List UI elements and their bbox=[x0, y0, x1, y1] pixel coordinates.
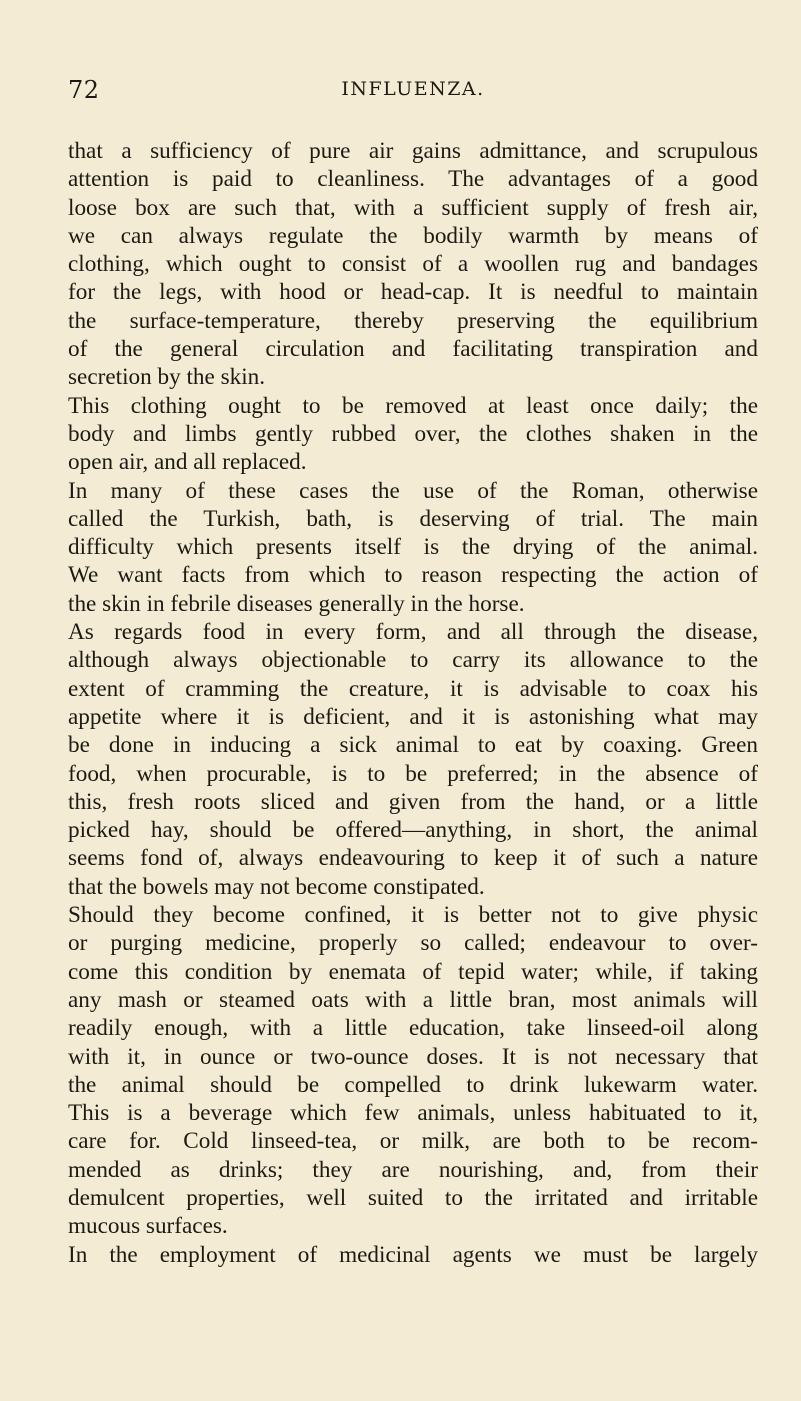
text-line: be done in inducing a sick animal to eat by coaxing. Green bbox=[68, 732, 758, 759]
text-line: This clothing ought to be removed at least once daily; the bbox=[68, 392, 758, 419]
text-line: In many of these cases the use of the Roman, otherwise bbox=[68, 477, 758, 504]
text-line: seems fond of, always endeavouring to keep it of such a nature bbox=[68, 845, 758, 872]
text-line: attention is paid to cleanliness. The advantages of a good bbox=[68, 166, 758, 193]
text-line: the surface-temperature, thereby preserving the equilibrium bbox=[68, 307, 758, 334]
text-line: mucous surfaces. bbox=[68, 1213, 228, 1240]
text-line: of the general circulation and facilitating transpiration and bbox=[68, 336, 758, 363]
text-line: This is a beverage which few animals, unless habituated to it, bbox=[68, 1100, 758, 1127]
text-line: clothing, which ought to consist of a woollen rug and bandages bbox=[68, 251, 758, 278]
text-line: called the Turkish, bath, is deserving of trial. The main bbox=[68, 505, 758, 532]
text-line: demulcent properties, well suited to the irritated and irritable bbox=[68, 1184, 758, 1211]
text-line: In the employment of medicinal agents we must be largely bbox=[68, 1241, 758, 1268]
text-line: secretion by the skin. bbox=[68, 364, 266, 391]
body-text bbox=[68, 137, 758, 1269]
text-line: picked hay, should be offered—anything, in short, the animal bbox=[68, 817, 758, 844]
text-line: this, fresh roots sliced and given from the hand, or a little bbox=[68, 788, 758, 815]
running-head-title: INFLUENZA. bbox=[341, 78, 485, 100]
text-line: with it, in ounce or two-ounce doses. It is not necessary that bbox=[68, 1043, 758, 1070]
text-line: mended as drinks; they are nourishing, and, from their bbox=[68, 1156, 758, 1183]
text-line: difficulty which presents itself is the drying of the animal. bbox=[68, 534, 758, 561]
text-line: readily enough, with a little education, take linseed-oil along bbox=[68, 1015, 758, 1042]
text-line: although always objectionable to carry its allowance to the bbox=[68, 647, 758, 674]
text-line: for the legs, with hood or head-cap. It is needful to maintain bbox=[68, 279, 758, 306]
text-line: loose box are such that, with a sufficient supply of fresh air, bbox=[68, 194, 758, 221]
text-line: appetite where it is deficient, and it is astonishing what may bbox=[68, 703, 758, 730]
text-line: that the bowels may not become constipated. bbox=[68, 873, 485, 900]
text-line: the skin in febrile diseases generally in the horse. bbox=[68, 590, 525, 617]
text-line: care for. Cold linseed-tea, or milk, are both to be recom- bbox=[68, 1128, 758, 1155]
text-line: We want facts from which to reason respecting the action of bbox=[68, 562, 758, 589]
running-head bbox=[68, 76, 758, 106]
text-line: open air, and all replaced. bbox=[68, 449, 307, 476]
text-line: As regards food in every form, and all through the disease, bbox=[68, 619, 758, 646]
text-line: body and limbs gently rubbed over, the clothes shaken in the bbox=[68, 420, 758, 447]
text-line: food, when procurable, is to be preferred; in the absence of bbox=[68, 760, 758, 787]
text-line: extent of cramming the creature, it is advisable to coax his bbox=[68, 675, 758, 702]
text-line: come this condition by enemata of tepid water; while, if taking bbox=[68, 958, 758, 985]
text-line: or purging medicine, properly so called; endeavour to over- bbox=[68, 930, 758, 957]
text-line: the animal should be compelled to drink lukewarm water. bbox=[68, 1071, 758, 1098]
text-line: we can always regulate the bodily warmth by means of bbox=[68, 222, 758, 249]
page-number: 72 bbox=[68, 76, 100, 104]
text-line: that a sufficiency of pure air gains admittance, and scrupulous bbox=[68, 138, 758, 164]
text-line: Should they become confined, it is better not to give physic bbox=[68, 902, 758, 929]
text-line: any mash or steamed oats with a little bran, most animals will bbox=[68, 986, 758, 1013]
